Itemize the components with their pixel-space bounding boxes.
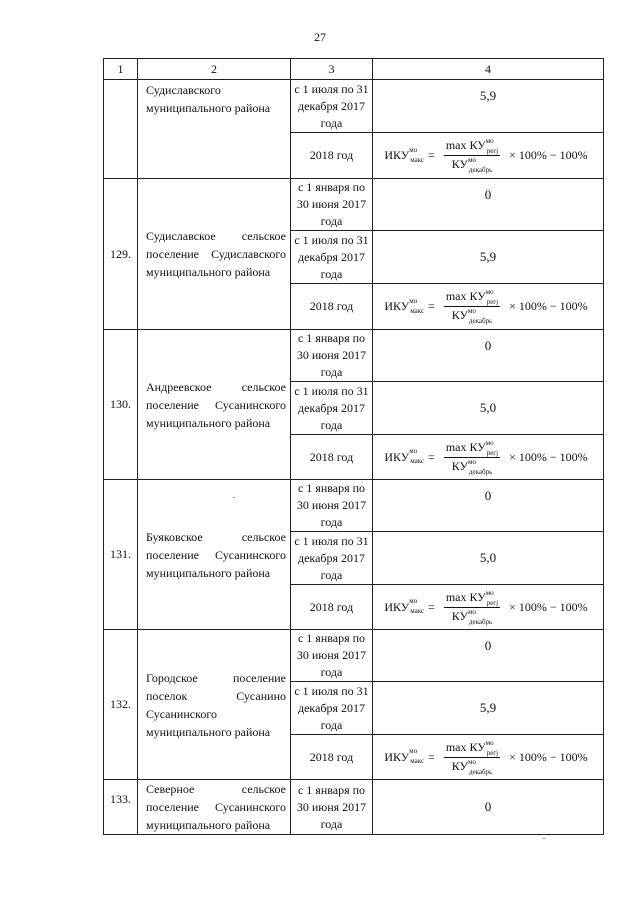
period-cell: 2018 год	[291, 435, 373, 480]
municipality-name: Городское поселение поселок Сусанино Сусанинского муниципального района	[138, 630, 291, 780]
formula-den-sup: мо	[467, 156, 476, 164]
formula-denominator	[452, 156, 493, 173]
scan-speck	[543, 838, 545, 839]
period-cell: с 1 июля по 31 декабря 2017 года	[291, 80, 373, 133]
period-cell: 2018 год	[291, 133, 373, 179]
formula-num-sub: регj	[486, 598, 499, 607]
formula-den-sup: мо	[467, 307, 476, 315]
row-number: 133.	[104, 780, 138, 835]
index-value: 0	[373, 630, 604, 682]
formula-lhs-sup: мо	[409, 145, 418, 154]
formula-num-sub: регj	[486, 748, 499, 757]
formula-equals: =	[428, 449, 435, 464]
index-value: 5,9	[373, 231, 604, 284]
table-header-row	[104, 59, 604, 80]
row-number: 131.	[104, 480, 138, 630]
index-formula	[384, 138, 591, 173]
formula-den-sup: мо	[467, 607, 476, 616]
index-value: 5,9	[373, 80, 604, 133]
period-cell: с 1 января по 30 июня 2017 года	[291, 630, 373, 682]
formula-lhs: ИКУ	[384, 148, 410, 162]
formula-num-sup: мо	[485, 288, 494, 296]
municipality-name: Судиславского муниципального района	[138, 80, 291, 179]
formula-denominator	[452, 307, 493, 324]
formula-num-text: max КУ	[445, 589, 486, 604]
municipality-name: Судиславское сельское поселение Судиславского муниципального района	[138, 179, 291, 330]
municipality-name: Северное сельское поселение Сусанинского муниципального района	[138, 780, 291, 835]
row-number: 132.	[104, 630, 138, 780]
formula-lhs: ИКУ	[384, 749, 410, 764]
index-formula	[384, 289, 591, 324]
formula-fraction	[444, 440, 500, 475]
formula-cell	[373, 133, 604, 179]
formula-tail: × 100% − 100%	[509, 599, 588, 614]
formula-numerator	[444, 138, 500, 156]
formula-den-text: КУ	[451, 308, 468, 322]
index-formula	[384, 440, 591, 475]
period-cell: 2018 год	[291, 735, 373, 780]
formula-num-text: max КУ	[445, 739, 486, 754]
formula-cell	[373, 585, 604, 630]
formula-den-sub: декабрь	[468, 767, 493, 776]
row-number	[104, 80, 138, 179]
formula-tail: × 100% − 100%	[509, 299, 588, 313]
formula-fraction	[444, 740, 500, 775]
table-row	[104, 780, 604, 835]
formula-num-sub: регj	[486, 298, 499, 306]
table-row	[104, 330, 604, 382]
table-row	[104, 80, 604, 133]
formula-denominator	[452, 758, 493, 775]
period-cell: с 1 января по 30 июня 2017 года	[291, 330, 373, 382]
index-value: 0	[373, 780, 604, 835]
formula-num-sub: регj	[486, 448, 499, 457]
formula-den-text: КУ	[451, 458, 468, 473]
tariff-table	[103, 58, 604, 835]
formula-equals: =	[428, 299, 435, 313]
column-header-2: 2	[138, 59, 291, 80]
formula-den-sub: декабрь	[468, 617, 493, 626]
period-cell: с 1 июля по 31 декабря 2017 года	[291, 532, 373, 585]
formula-lhs-sup: мо	[409, 296, 418, 305]
formula-lhs-sup: мо	[409, 597, 418, 605]
municipality-name: Андреевское сельское поселение Сусанинского муниципального района	[138, 330, 291, 480]
formula-numerator	[444, 590, 500, 608]
formula-lhs-sub: макс	[410, 457, 425, 465]
period-cell: с 1 января по 30 июня 2017 года	[291, 179, 373, 231]
formula-lhs-sub: макс	[410, 757, 425, 765]
formula-cell	[373, 284, 604, 330]
formula-fraction	[444, 289, 500, 324]
formula-lhs: ИКУ	[384, 599, 410, 614]
formula-num-sup: мо	[485, 588, 494, 597]
period-cell: с 1 июля по 31 декабря 2017 года	[291, 682, 373, 735]
formula-tail: × 100% − 100%	[509, 148, 588, 162]
municipality-name: Буяковское сельское поселение Сусанинского муниципального района	[138, 480, 291, 630]
period-cell: 2018 год	[291, 284, 373, 330]
period-cell: 2018 год	[291, 585, 373, 630]
formula-num-text: max КУ	[445, 138, 486, 152]
index-value: 5,9	[373, 682, 604, 735]
table-row	[104, 630, 604, 682]
formula-lhs: ИКУ	[384, 299, 410, 313]
formula-num-sup: мо	[485, 438, 494, 447]
formula-equals: =	[428, 749, 435, 764]
formula-lhs-sup: мо	[409, 747, 418, 755]
formula-den-sup: мо	[467, 757, 476, 766]
formula-den-sub: декабрь	[468, 317, 493, 325]
period-cell: с 1 июля по 31 декабря 2017 года	[291, 231, 373, 284]
index-value: 0	[373, 179, 604, 231]
row-number: 129.	[104, 179, 138, 330]
formula-num-sup: мо	[485, 738, 494, 747]
formula-num-text: max КУ	[445, 439, 486, 454]
period-cell: с 1 января по 30 июня 2017 года	[291, 780, 373, 835]
formula-numerator	[444, 440, 500, 458]
formula-denominator	[452, 608, 493, 625]
formula-fraction	[444, 590, 500, 625]
formula-equals: =	[428, 148, 435, 162]
formula-den-text: КУ	[451, 608, 468, 623]
formula-num-sub: регj	[486, 147, 499, 155]
column-header-1: 1	[104, 59, 138, 80]
page-number: 27	[314, 30, 326, 44]
formula-numerator	[444, 289, 500, 307]
formula-den-sup: мо	[467, 457, 476, 466]
formula-num-text: max КУ	[445, 289, 486, 303]
index-value: 5,0	[373, 532, 604, 585]
formula-numerator	[444, 740, 500, 758]
formula-den-sub: декабрь	[468, 166, 493, 174]
formula-cell	[373, 735, 604, 780]
formula-den-text: КУ	[451, 758, 468, 773]
formula-lhs-sub: макс	[410, 306, 425, 315]
formula-equals: =	[428, 599, 435, 614]
formula-tail: × 100% − 100%	[509, 449, 588, 464]
index-value: 5,0	[373, 382, 604, 435]
column-header-3: 3	[291, 59, 373, 80]
index-value: 0	[373, 330, 604, 382]
formula-num-sup: мо	[485, 137, 494, 145]
formula-den-text: КУ	[451, 157, 468, 171]
table-row	[104, 480, 604, 532]
formula-tail: × 100% − 100%	[509, 749, 588, 764]
table-row	[104, 179, 604, 231]
formula-den-sub: декабрь	[468, 467, 493, 476]
formula-lhs-sub: макс	[410, 607, 425, 615]
period-cell: с 1 января по 30 июня 2017 года	[291, 480, 373, 532]
formula-lhs-sub: макс	[410, 155, 425, 164]
column-header-4: 4	[373, 59, 604, 80]
index-formula	[384, 740, 591, 775]
row-number: 130.	[104, 330, 138, 480]
formula-lhs: ИКУ	[384, 449, 410, 464]
scan-speck	[233, 497, 235, 498]
period-cell: с 1 июля по 31 декабря 2017 года	[291, 382, 373, 435]
formula-fraction	[444, 138, 500, 173]
index-value: 0	[373, 480, 604, 532]
formula-cell	[373, 435, 604, 480]
formula-denominator	[452, 458, 493, 475]
index-formula	[384, 590, 591, 625]
formula-lhs-sup: мо	[409, 447, 418, 455]
